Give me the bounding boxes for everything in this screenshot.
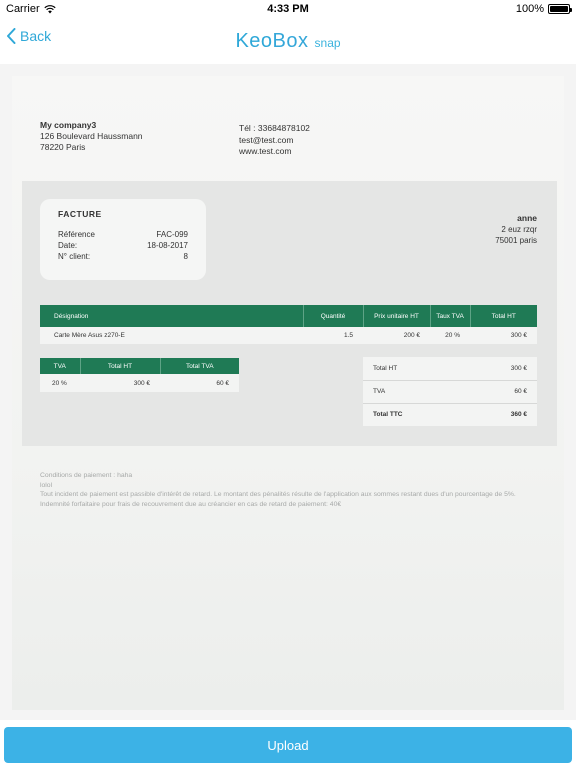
client-number-row: [58, 251, 188, 262]
reference-value: FAC-099: [156, 230, 188, 239]
status-right: [516, 3, 570, 15]
facture-title: FACTURE: [58, 209, 102, 219]
tax-header-total-ht: Total HT: [80, 358, 160, 374]
battery-icon: [548, 4, 570, 14]
tva-value: 60 €: [467, 380, 537, 403]
brand-logo: [235, 30, 340, 53]
status-bar: [0, 0, 576, 18]
payment-conditions: [40, 471, 545, 509]
table-row: [363, 357, 537, 380]
company-city: 78220 Paris: [40, 142, 86, 152]
reference-label: Référence: [58, 230, 95, 239]
items-table: [40, 305, 537, 344]
total-ht-value: 300 €: [467, 357, 537, 380]
conditions-line: lolol: [40, 481, 53, 489]
item-tax-rate: 20 %: [430, 327, 470, 344]
date-label: Date:: [58, 241, 78, 250]
status-time: 4:33 PM: [267, 3, 309, 15]
carrier-label: Carrier: [6, 3, 40, 15]
item-quantity: 1.5: [303, 327, 363, 344]
totals-table: [363, 357, 537, 426]
table-row: [40, 327, 537, 344]
contact-phone: Tél : 33684878102: [239, 123, 310, 133]
reference-row: [58, 229, 188, 240]
items-header-designation: Désignation: [40, 305, 303, 327]
conditions-line: Indemnité forfaitaire pour frais de recouvrement due au créancier en cas de retard de paiement: 40€: [40, 500, 342, 508]
brand-box: Box: [272, 29, 309, 52]
item-total: 300 €: [470, 327, 537, 344]
date-value: 18-08-2017: [147, 241, 188, 250]
tax-total-tva: 60 €: [160, 374, 239, 392]
conditions-line: Tout incident de paiement est passible d'intérêt de retard. Le montant des pénalités résulte de l'application aux sommes restant dues d'un pourcentage de 5%.: [40, 491, 516, 498]
table-row: [363, 380, 537, 403]
company-block: [40, 120, 143, 153]
total-ht-label: Total HT: [363, 357, 467, 380]
table-row: [363, 403, 537, 426]
tax-header-rate: TVA: [40, 358, 80, 374]
back-label: Back: [20, 28, 52, 44]
facture-box: [40, 199, 206, 280]
tva-label: TVA: [363, 380, 467, 403]
back-button[interactable]: [6, 28, 51, 44]
invoice-paper: [12, 76, 564, 710]
wifi-icon: [44, 5, 56, 14]
company-name: My company3: [40, 120, 97, 130]
client-city: 75001 paris: [495, 236, 537, 245]
battery-percent: 100%: [515, 3, 544, 15]
tax-table: [40, 358, 239, 392]
upload-label: Upload: [267, 737, 309, 753]
contact-web: www.test.com: [239, 146, 292, 156]
tax-total-ht: 300 €: [80, 374, 160, 392]
status-left: [6, 3, 56, 15]
table-row: [40, 374, 239, 392]
item-designation: Carte Mère Asus z270-E: [40, 327, 303, 344]
ttc-label: Total TTC: [363, 403, 467, 426]
contact-block: [239, 123, 310, 158]
tax-header-total-tva: Total TVA: [160, 358, 239, 374]
items-header-quantity: Quantité: [303, 305, 363, 327]
brand-snap: snap: [314, 35, 341, 50]
ttc-value: 360 €: [467, 403, 537, 426]
brand-keo: Keo: [235, 29, 273, 52]
client-number-value: 8: [183, 252, 188, 261]
items-header-row: [40, 305, 537, 327]
contact-email: test@test.com: [239, 134, 294, 145]
client-block: [495, 213, 537, 246]
client-number-label: N° client:: [58, 252, 91, 261]
items-header-unit-price: Prix unitaire HT: [363, 305, 430, 327]
company-address: 126 Boulevard Haussmann: [40, 131, 143, 141]
item-unit-price: 200 €: [363, 327, 430, 344]
client-address: 2 euz rzqr: [501, 225, 537, 234]
client-name: anne: [517, 213, 537, 223]
upload-button[interactable]: [4, 727, 572, 763]
tax-rate: 20 %: [40, 374, 80, 392]
items-header-total: Total HT: [470, 305, 537, 327]
conditions-line: Conditions de paiement : haha: [40, 472, 133, 479]
chevron-left-icon: [6, 28, 16, 44]
nav-bar: [0, 18, 576, 64]
battery-fill: [550, 6, 568, 12]
tax-header-row: [40, 358, 239, 374]
date-row: [58, 240, 188, 251]
scan-preview: [0, 64, 576, 720]
items-header-tax-rate: Taux TVA: [430, 305, 470, 327]
